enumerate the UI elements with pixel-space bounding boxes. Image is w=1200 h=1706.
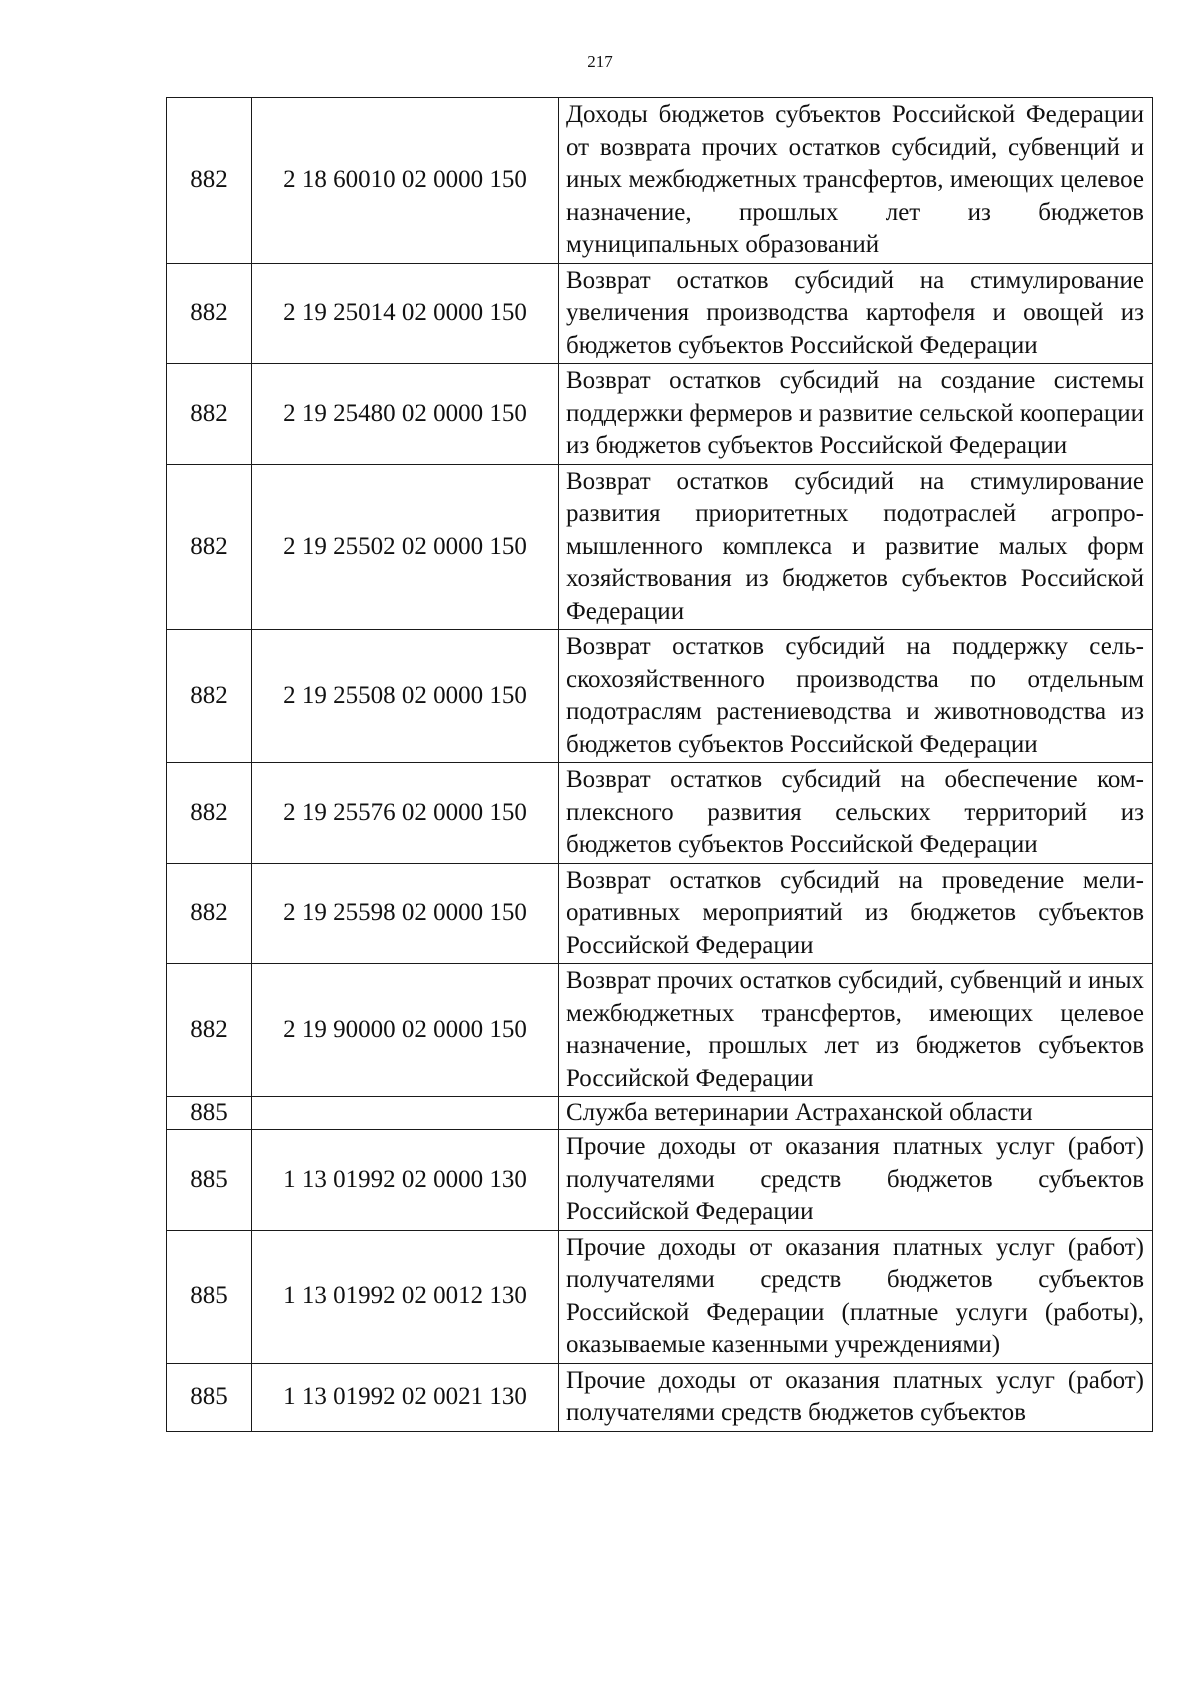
table-row	[167, 863, 1153, 964]
table-row	[167, 364, 1153, 465]
table-row	[167, 763, 1153, 864]
admin-code-cell: 885	[167, 1363, 252, 1431]
revenue-name-cell: Возврат остатков субсидий на стимулирование развития приоритетных подотраслей агропромышленного комплекса и развитие малых форм хозяйствования из бюджетов субъектов Российской Федерации	[559, 464, 1153, 630]
administrator-name-cell: Служба ветеринарии Астраханской области	[559, 1097, 1153, 1130]
revenue-name-cell: Прочие доходы от оказания платных услуг (работ) получателями средств бюджетов субъектов	[559, 1363, 1153, 1431]
table-row	[167, 1230, 1153, 1363]
revenue-code-cell: 1 13 01992 02 0012 130	[252, 1230, 559, 1363]
revenue-code-cell: 2 19 25598 02 0000 150	[252, 863, 559, 964]
revenue-name-cell: Доходы бюджетов субъектов Российской Федерации от возврата прочих остатков субсидий, субвенций и иных межбюджетных трансфертов, имеющих целевое назначение, прошлых лет из бюджетов муниципальных образований	[559, 98, 1153, 264]
revenue-code-cell: 1 13 01992 02 0021 130	[252, 1363, 559, 1431]
admin-code-cell: 885	[167, 1130, 252, 1231]
revenue-code-cell: 2 19 25508 02 0000 150	[252, 630, 559, 763]
revenue-codes-table	[166, 97, 1153, 1432]
table-row	[167, 464, 1153, 630]
revenue-name-cell: Прочие доходы от оказания платных услуг (работ) получателями средств бюджетов субъектов Российской Федерации (платные услуги (работы), оказываемые казенными учреждениями)	[559, 1230, 1153, 1363]
revenue-code-cell: 1 13 01992 02 0000 130	[252, 1130, 559, 1231]
revenue-code-cell: 2 19 25502 02 0000 150	[252, 464, 559, 630]
admin-code-cell: 882	[167, 964, 252, 1097]
revenue-code-cell: 2 19 25014 02 0000 150	[252, 263, 559, 364]
revenue-code-cell: 2 19 90000 02 0000 150	[252, 964, 559, 1097]
revenue-code-cell	[252, 1097, 559, 1130]
admin-code-cell: 885	[167, 1097, 252, 1130]
revenue-name-cell: Возврат остатков субсидий на поддержку сельскохозяйственного производства по отдельным подотраслям растениеводства и животноводства из бюджетов субъектов Российской Федерации	[559, 630, 1153, 763]
admin-code-cell: 882	[167, 364, 252, 465]
revenue-name-cell: Возврат прочих остатков субсидий, субвенций и иных межбюджетных трансфертов, имеющих целевое назначение, прошлых лет из бюджетов субъектов Российской Федерации	[559, 964, 1153, 1097]
revenue-name-cell: Возврат остатков субсидий на обеспечение комплексного развития сельских территорий из бюджетов субъектов Российской Федерации	[559, 763, 1153, 864]
table-row	[167, 630, 1153, 763]
revenue-name-cell: Возврат остатков субсидий на стимулирование увеличения производства картофеля и овощей из бюджетов субъектов Российской Федерации	[559, 263, 1153, 364]
admin-code-cell: 882	[167, 763, 252, 864]
revenue-name-cell: Прочие доходы от оказания платных услуг (работ) получателями средств бюджетов субъектов Российской Федерации	[559, 1130, 1153, 1231]
page-number: 217	[587, 52, 613, 71]
admin-code-cell: 885	[167, 1230, 252, 1363]
revenue-code-cell: 2 19 25480 02 0000 150	[252, 364, 559, 465]
table-row	[167, 964, 1153, 1097]
table-row	[167, 98, 1153, 264]
admin-code-cell: 882	[167, 863, 252, 964]
admin-code-cell: 882	[167, 98, 252, 264]
revenue-name-cell: Возврат остатков субсидий на проведение мелиоративных мероприятий из бюджетов субъектов Российской Федерации	[559, 863, 1153, 964]
table-row	[167, 1363, 1153, 1431]
revenue-name-cell: Возврат остатков субсидий на создание системы поддержки фермеров и развитие сельской кооперации из бюджетов субъектов Российской Федерации	[559, 364, 1153, 465]
admin-code-cell: 882	[167, 263, 252, 364]
admin-code-cell: 882	[167, 630, 252, 763]
table-row-section-header	[167, 1097, 1153, 1130]
table-row	[167, 263, 1153, 364]
revenue-code-cell: 2 18 60010 02 0000 150	[252, 98, 559, 264]
table-row	[167, 1130, 1153, 1231]
revenue-code-cell: 2 19 25576 02 0000 150	[252, 763, 559, 864]
admin-code-cell: 882	[167, 464, 252, 630]
